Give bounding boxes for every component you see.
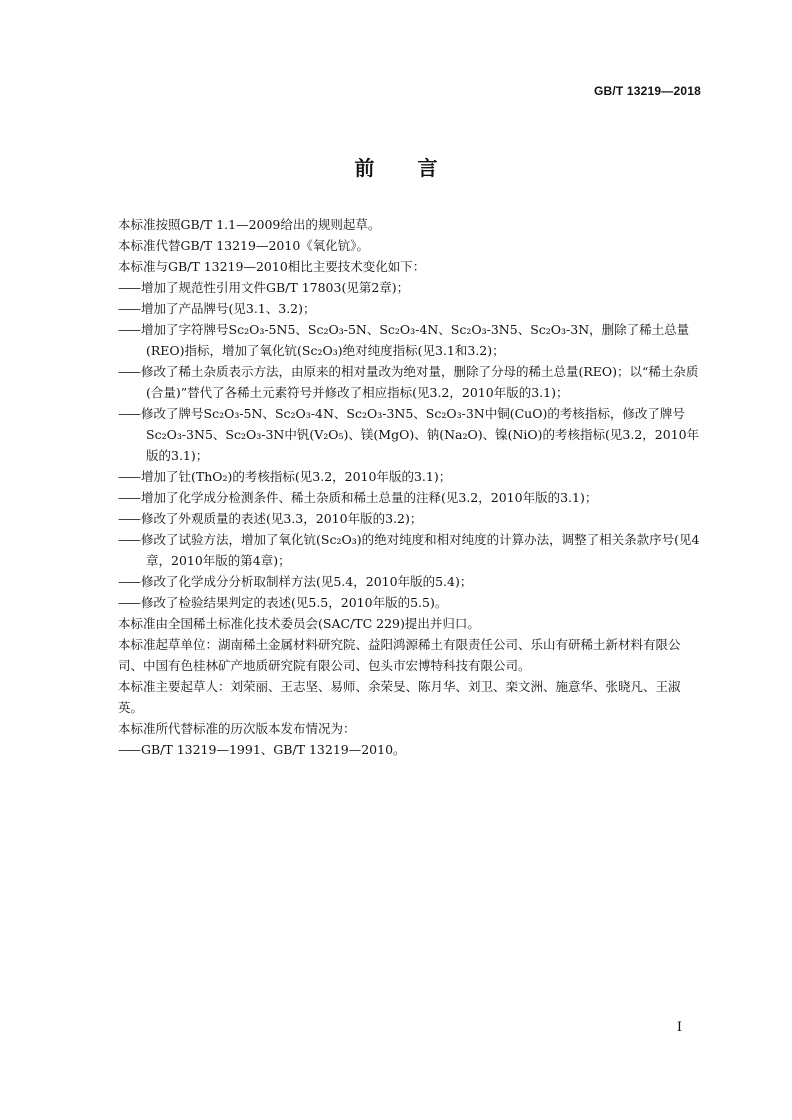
change-item-9: —— 修改了试验方法，增加了氧化钪(Sc₂O₃)的绝对纯度和相对纯度的计算办法，调整了相关条款序号(见4章，2010年版的第4章)；	[118, 529, 702, 571]
change-item-10: —— 修改了化学成分分析取制样方法(见5.4，2010年版的5.4)；	[118, 571, 702, 592]
change-item-5: —— 修改了牌号Sc₂O₃-5N、Sc₂O₃-4N、Sc₂O₃-3N5、Sc₂O₃-3N中铜(CuO)的考核指标，修改了牌号Sc₂O₃-3N5、Sc₂O₃-3N中钒(V₂O₅)、镁(MgO)、钠(Na₂O)、镍(NiO)的考核指标(见3.2，2010年版的3.1)；	[118, 403, 702, 466]
page-title: 前 言	[354, 156, 438, 180]
change-item-3: —— 增加了字符牌号Sc₂O₃-5N5、Sc₂O₃-5N、Sc₂O₃-4N、Sc₂O₃-3N5、Sc₂O₃-3N，删除了稀土总量(REO)指标，增加了氧化钪(Sc₂O₃)绝对纯度指标(见3.1和3.2)；	[118, 319, 702, 361]
change-item-2: —— 增加了产品牌号(见3.1、3.2)；	[118, 298, 702, 319]
page-number: I	[676, 1020, 682, 1035]
change-item-1: —— 增加了规范性引用文件GB/T 17803(见第2章)；	[118, 277, 702, 298]
paragraph-drafters: 本标准主要起草人：刘荣丽、王志坚、易师、余荣旻、陈月华、刘卫、栾文洲、施意华、张晓凡、王淑英。	[118, 679, 681, 715]
paragraph-drafting-rule: 本标准按照GB/T 1.1—2009给出的规则起草。	[118, 217, 381, 232]
standard-number: GB/T 13219—2018	[593, 84, 701, 98]
change-item-6: —— 增加了钍(ThO₂)的考核指标(见3.2，2010年版的3.1)；	[118, 466, 702, 487]
change-item-11: —— 修改了检验结果判定的表述(见5.5，2010年版的5.5)。	[118, 592, 702, 613]
change-item-8: —— 修改了外观质量的表述(见3.3，2010年版的3.2)；	[118, 508, 702, 529]
paragraph-history-intro: 本标准所代替标准的历次版本发布情况为：	[118, 721, 356, 736]
foreword-body	[118, 214, 702, 760]
paragraph-replaces: 本标准代替GB/T 13219—2010《氧化钪》。	[118, 238, 370, 253]
paragraph-committee: 本标准由全国稀土标准化技术委员会(SAC/TC 229)提出并归口。	[118, 616, 480, 631]
change-item-4: —— 修改了稀土杂质表示方法，由原来的相对量改为绝对量，删除了分母的稀土总量(REO)；以“稀土杂质(合量)”替代了各稀土元素符号并修改了相应指标(见3.2，2010年版的3.1)；	[118, 361, 702, 403]
paragraph-drafting-units: 本标准起草单位：湖南稀土金属材料研究院、益阳鸿源稀土有限责任公司、乐山有研稀土新材料有限公司、中国有色桂林矿产地质研究院有限公司、包头市宏博特科技有限公司。	[118, 637, 681, 673]
paragraph-changes-intro: 本标准与GB/T 13219—2010相比主要技术变化如下：	[118, 259, 426, 274]
history-item: —— GB/T 13219—1991、GB/T 13219—2010。	[118, 739, 702, 760]
change-item-7: —— 增加了化学成分检测条件、稀土杂质和稀土总量的注释(见3.2，2010年版的3.1)；	[118, 487, 702, 508]
